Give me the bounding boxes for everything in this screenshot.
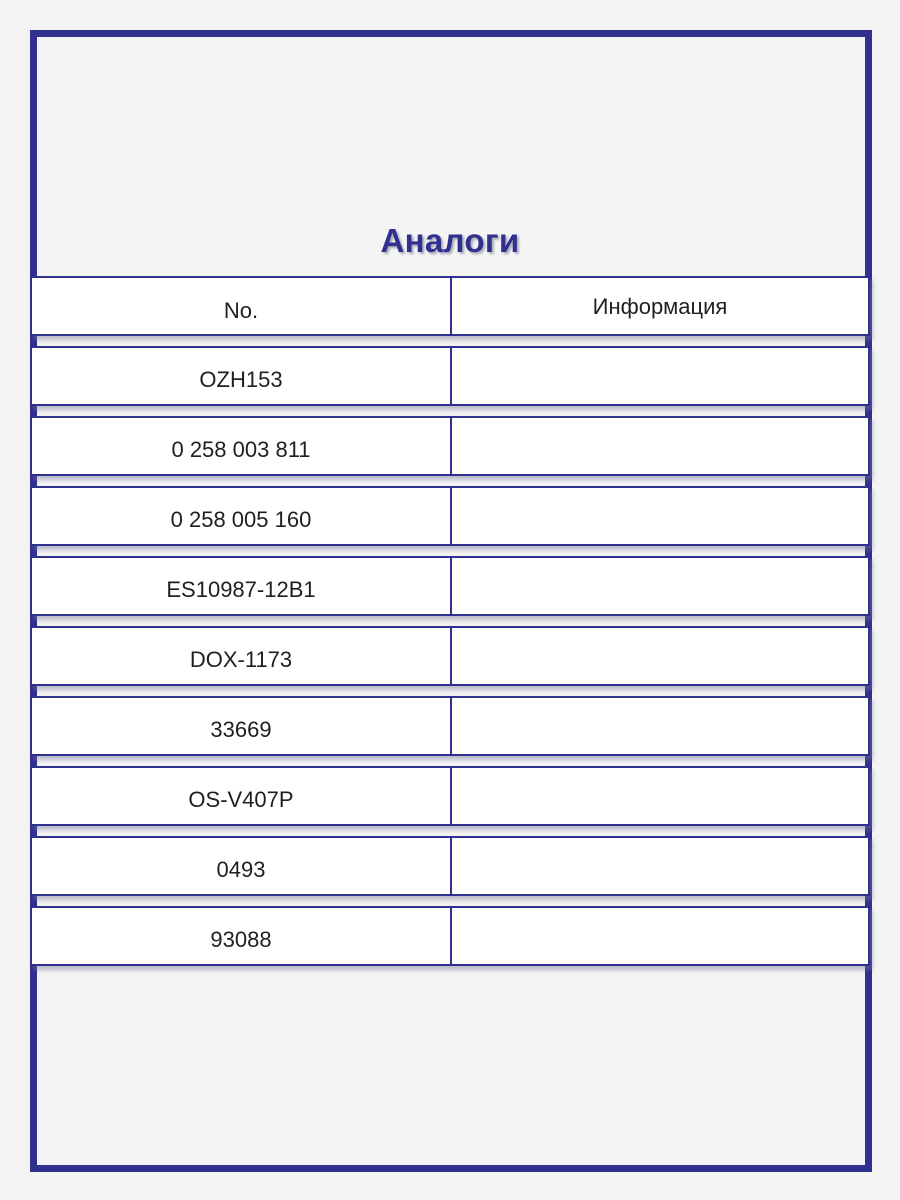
table-header-row [30,276,870,336]
info-cell [452,488,868,544]
info-cell [452,908,868,964]
info-cell [452,628,868,684]
part-number-cell: 0 258 005 160 [32,488,452,544]
part-number-cell: 33669 [32,698,452,754]
table-row [30,626,870,686]
part-number-cell: ES10987-12B1 [32,558,452,614]
info-cell [452,838,868,894]
table-row [30,766,870,826]
part-number-cell: OZH153 [32,348,452,404]
part-number-cell: 0493 [32,838,452,894]
info-cell [452,558,868,614]
table-row [30,556,870,616]
table-row [30,486,870,546]
column-header-info: Информация [592,294,728,319]
part-number-cell: OS-V407P [32,768,452,824]
table-row [30,906,870,966]
info-cell [452,418,868,474]
part-number-cell: 93088 [32,908,452,964]
info-cell [452,698,868,754]
table-row [30,346,870,406]
table-row [30,696,870,756]
table-row [30,416,870,476]
table-row [30,836,870,896]
info-cell [452,768,868,824]
info-cell [452,348,868,404]
column-header-no: No. [32,278,452,334]
page-title: Аналоги [380,222,520,259]
part-number-cell: 0 258 003 811 [32,418,452,474]
part-number-cell: DOX-1173 [32,628,452,684]
